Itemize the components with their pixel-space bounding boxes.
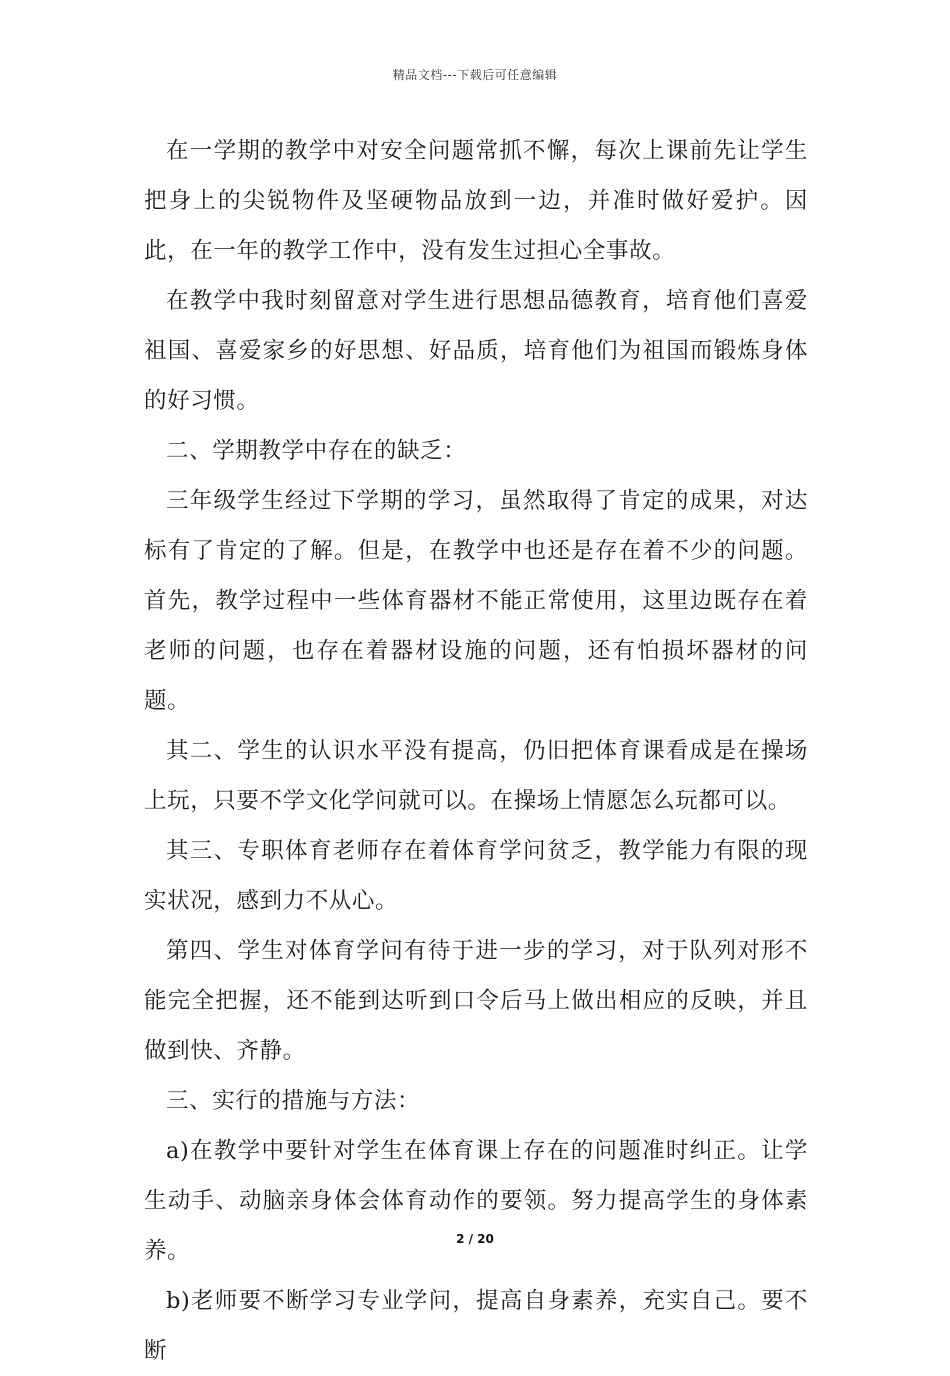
paragraph-8: b)老师要不断学习专业学问，提高自身素养，充实自己。要不断 — [144, 1288, 808, 1364]
paragraph-3: 三年级学生经过下学期的学习，虽然取得了肯定的成果，对达标有了肯定的了解。但是，在教学中也还是存在着不少的问题。首先，教学过程中一些体育器材不能正常使用，这里边既存在着老师的问题，也存在着器材设施的问题，还有怕损坏器材的问题。 — [144, 488, 808, 714]
section-heading-3: 三、实行的措施与方法： — [166, 1088, 421, 1114]
paragraph-2: 在教学中我时刻留意对学生进行思想品德教育，培育他们喜爱祖国、喜爱家乡的好思想、好品质，培育他们为祖国而锻炼身体的好习惯。 — [144, 288, 808, 414]
paragraph-1: 在一学期的教学中对安全问题常抓不懈，每次上课前先让学生把身上的尖锐物件及坚硬物品放到一边，并准时做好爱护。因此，在一年的教学工作中，没有发生过担心全事故。 — [144, 138, 808, 264]
paragraph-7: a)在教学中要针对学生在体育课上存在的问题准时纠正。让学生动手、动脑亲身体会体育动作的要领。努力提高学生的身体素养。 — [144, 1138, 808, 1264]
paragraph-6: 第四、学生对体育学问有待于进一步的学习，对于队列对形不能完全把握，还不能到达听到口令后马上做出相应的反映，并且做到快、齐静。 — [144, 938, 808, 1064]
paragraph-4: 其二、学生的认识水平没有提高，仍旧把体育课看成是在操场上玩，只要不学文化学问就可以。在操场上情愿怎么玩都可以。 — [144, 738, 808, 814]
paragraph-5: 其三、专职体育老师存在着体育学问贫乏，教学能力有限的现实状况，感到力不从心。 — [144, 838, 808, 914]
document-body — [144, 126, 808, 1376]
page-number: 2 / 20 — [456, 1232, 494, 1246]
page-header: 精品文档---下载后可任意编辑 — [392, 68, 558, 82]
section-heading-2: 二、学期教学中存在的缺乏： — [166, 438, 467, 464]
